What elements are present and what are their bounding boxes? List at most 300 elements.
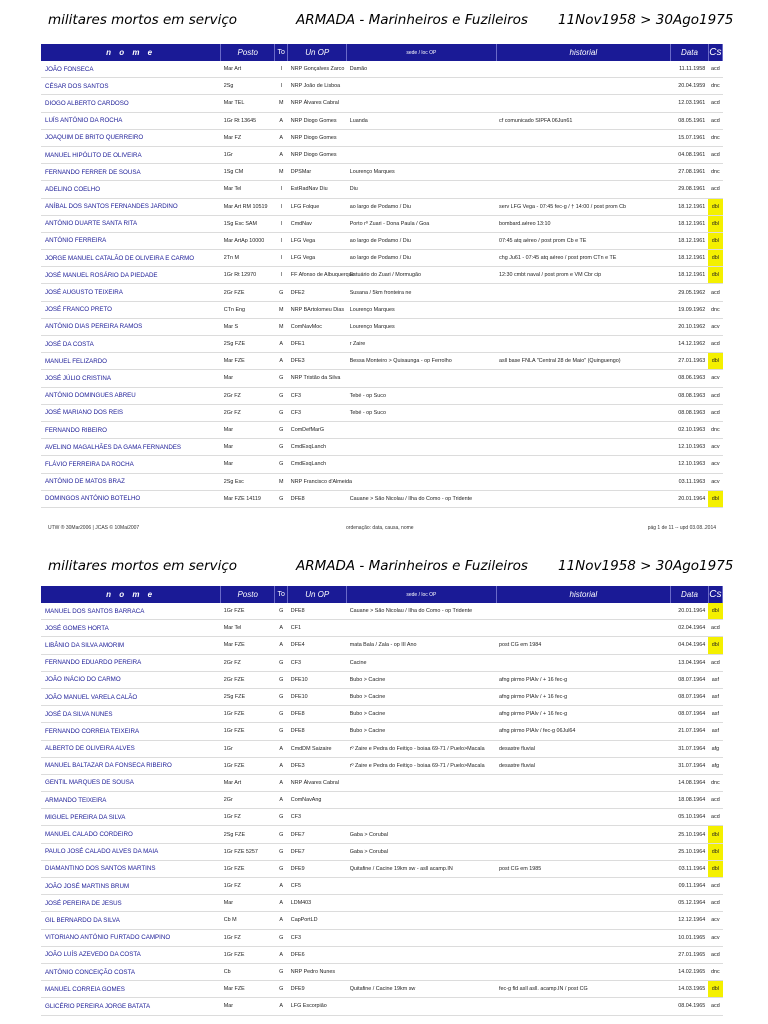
cell-sede — [347, 929, 496, 946]
cell-cs: acv — [708, 439, 722, 456]
cell-nome: ANTÓNIO FERREIRA — [41, 232, 221, 249]
cell-sede: Tebé - op Suco — [347, 404, 496, 421]
cell-to: G — [275, 284, 288, 301]
cell-to: A — [275, 637, 288, 654]
cell-cs: acd — [708, 878, 722, 895]
cell-cs: dnc — [708, 164, 722, 181]
cell-sede: mata Bala / Zala - op III Ano — [347, 637, 496, 654]
cell-unop: NRP BArtolomeu Dias — [288, 301, 347, 318]
cell-nome: GIL BERNARDO DA SILVA — [41, 912, 221, 929]
cell-posto: 1Gr — [221, 146, 275, 163]
table-row — [41, 164, 723, 181]
cell-historial — [496, 421, 671, 438]
cell-posto: Mar Art — [221, 61, 275, 78]
cell-data: 31.07.1964 — [671, 740, 709, 757]
cell-data: 20.04.1959 — [671, 78, 709, 95]
cell-unop: CF3 — [288, 929, 347, 946]
table-row — [41, 250, 723, 267]
cell-sede — [347, 456, 496, 473]
cell-unop: CF3 — [288, 809, 347, 826]
cell-sede: Bubo > Cacine — [347, 706, 496, 723]
cell-data: 10.01.1965 — [671, 929, 709, 946]
cell-data: 03.11.1964 — [671, 860, 709, 877]
cell-data: 31.07.1964 — [671, 757, 709, 774]
cell-data: 12.03.1961 — [671, 95, 709, 112]
cell-unop: LFG Vega — [288, 250, 347, 267]
header-sede: sede / loc OP — [347, 586, 496, 603]
header-to: To — [275, 44, 288, 61]
cell-to: G — [275, 843, 288, 860]
cell-to: A — [275, 895, 288, 912]
cell-historial — [496, 654, 671, 671]
table-row — [41, 929, 723, 946]
cell-unop: CF5 — [288, 878, 347, 895]
footer-right: pág 1 de 11 -- upd 03.08..2014 — [647, 525, 716, 531]
cell-nome: ANTÓNIO CONCEIÇÃO COSTA — [41, 963, 221, 980]
cell-historial — [496, 318, 671, 335]
cell-cs: afg — [708, 740, 722, 757]
cell-nome: DOMINGOS ANTÓNIO BOTELHO — [41, 490, 221, 507]
cell-sede: Estuário do Zuari / Mormugão — [347, 267, 496, 284]
cell-nome: JOSÉ GOMES HORTA — [41, 620, 221, 637]
cell-posto: 1Gr FZE — [221, 603, 275, 620]
cell-posto: Mar — [221, 998, 275, 1015]
cell-sede — [347, 370, 496, 387]
table-row — [41, 421, 723, 438]
cell-sede — [347, 946, 496, 963]
table-row — [41, 774, 723, 791]
cell-to: M — [275, 95, 288, 112]
cell-sede: Tebé - op Suco — [347, 387, 496, 404]
cell-to: I — [275, 232, 288, 249]
cell-posto: Mar — [221, 895, 275, 912]
cell-unop: DFE8 — [288, 603, 347, 620]
cell-nome: MANUEL CALADO CORDEIRO — [41, 826, 221, 843]
cell-nome: JOÃO MANUEL VARELA CALÃO — [41, 688, 221, 705]
cell-nome: FERNANDO CORREIA TEIXEIRA — [41, 723, 221, 740]
cell-data: 18.12.1961 — [671, 250, 709, 267]
cell-to: A — [275, 112, 288, 129]
cell-cs: dbl — [708, 637, 722, 654]
cell-posto: 1Gr FZE — [221, 860, 275, 877]
cell-unop: ComDefMarG — [288, 421, 347, 438]
cell-nome: FERNANDO FERRER DE SOUSA — [41, 164, 221, 181]
cell-cs: dnc — [708, 129, 722, 146]
table-row — [41, 198, 723, 215]
cell-unop: NRP João de Lisboa — [288, 78, 347, 95]
cell-data: 18.12.1961 — [671, 215, 709, 232]
cell-sede: Gaba > Corubal — [347, 826, 496, 843]
cell-unop: CF3 — [288, 387, 347, 404]
cell-historial — [496, 61, 671, 78]
table-row — [41, 603, 723, 620]
cell-data: 20.01.1964 — [671, 603, 709, 620]
cell-to: I — [275, 61, 288, 78]
table-row — [41, 456, 723, 473]
cell-posto: 1Gr Rt 13645 — [221, 112, 275, 129]
cell-cs: acv — [708, 912, 722, 929]
cell-sede: Porto rº Zuari - Dona Paula / Goa — [347, 215, 496, 232]
header-data: Data — [671, 586, 709, 603]
cell-unop: NRP Álvares Cabral — [288, 95, 347, 112]
document-page-2 — [0, 548, 768, 1024]
cell-historial — [496, 843, 671, 860]
table-body — [41, 61, 723, 507]
cell-sede: Cauane > São Nicolau / Ilha do Como - op Tridente — [347, 603, 496, 620]
cell-posto: Mar FZE — [221, 981, 275, 998]
table-row — [41, 654, 723, 671]
table-row — [41, 215, 723, 232]
cell-to: G — [275, 456, 288, 473]
title-right: 11Nov1958 > 30Ago1975 — [558, 12, 734, 28]
cell-posto: 2Sg Esc — [221, 473, 275, 490]
footer-middle: ordenação: data, causa, nome — [346, 525, 414, 531]
cell-posto: 1Gr FZ — [221, 878, 275, 895]
cell-nome: VITORIANO ANTÓNIO FURTADO CAMPINO — [41, 929, 221, 946]
header-nome: n o m e — [41, 44, 221, 61]
cell-cs: dbl — [708, 267, 722, 284]
cell-historial — [496, 620, 671, 637]
cell-unop: DFE10 — [288, 671, 347, 688]
header-row — [41, 44, 723, 61]
cell-data: 14.03.1965 — [671, 981, 709, 998]
cell-historial — [496, 284, 671, 301]
cell-nome: DIAMANTINO DOS SANTOS MARTINS — [41, 860, 221, 877]
cell-to: I — [275, 267, 288, 284]
cell-historial — [496, 370, 671, 387]
cell-to: I — [275, 215, 288, 232]
cell-posto: 1Gr — [221, 740, 275, 757]
cell-to: I — [275, 78, 288, 95]
cell-data: 27.01.1965 — [671, 946, 709, 963]
cell-posto: 1Gr FZE — [221, 723, 275, 740]
cell-to: A — [275, 146, 288, 163]
header-posto: Posto — [221, 586, 275, 603]
cell-cs: dnc — [708, 301, 722, 318]
cell-to: G — [275, 603, 288, 620]
header-unop: Un OP — [288, 586, 347, 603]
cell-cs: acd — [708, 61, 722, 78]
cell-to: A — [275, 998, 288, 1015]
cell-sede: Quitafine / Cacine 19km sw - asll acamp.IN — [347, 860, 496, 877]
cell-nome: AVELINO MAGALHÃES DA GAMA FERNANDES — [41, 439, 221, 456]
cell-historial: afng pirmo PIAlv / + 16 fec-g — [496, 671, 671, 688]
table-row — [41, 826, 723, 843]
cell-nome: CÉSAR DOS SANTOS — [41, 78, 221, 95]
cell-nome: JOÃO FONSECA — [41, 61, 221, 78]
cell-posto: 2Sg FZE — [221, 826, 275, 843]
table-row — [41, 637, 723, 654]
cell-sede — [347, 439, 496, 456]
table-row — [41, 723, 723, 740]
cell-sede: Cauane > São Nicolau / Ilha do Como - op Tridente — [347, 490, 496, 507]
cell-data: 05.12.1964 — [671, 895, 709, 912]
cell-to: A — [275, 129, 288, 146]
table-row — [41, 353, 723, 370]
cell-unop: CF1 — [288, 620, 347, 637]
cell-posto: 2Sg — [221, 78, 275, 95]
table-row — [41, 387, 723, 404]
cell-historial: asll base FNLA "Central 28 de Maio" (Quinguengo) — [496, 353, 671, 370]
cell-historial: cf comunicado SIPFA 06Jun61 — [496, 112, 671, 129]
cell-posto: Mar FZE — [221, 353, 275, 370]
cell-to: G — [275, 370, 288, 387]
cell-data: 14.12.1962 — [671, 336, 709, 353]
cell-to: A — [275, 757, 288, 774]
table-row — [41, 284, 723, 301]
cell-sede — [347, 146, 496, 163]
table-row — [41, 912, 723, 929]
table-row — [41, 473, 723, 490]
cell-posto: Mar — [221, 370, 275, 387]
cell-data: 02.04.1964 — [671, 620, 709, 637]
cell-cs: acd — [708, 654, 722, 671]
cell-sede: Bubo > Cacine — [347, 723, 496, 740]
cell-to: M — [275, 473, 288, 490]
title-left: militares mortos em serviço — [48, 558, 238, 574]
cell-historial — [496, 336, 671, 353]
cell-unop: NRP Gonçalves Zarco — [288, 61, 347, 78]
cell-nome: MANUEL BALTAZAR DA FONSECA RIBEIRO — [41, 757, 221, 774]
cell-historial — [496, 946, 671, 963]
cell-nome: MANUEL HIPÓLITO DE OLIVEIRA — [41, 146, 221, 163]
cell-to: G — [275, 706, 288, 723]
cell-posto: 1Gr FZ — [221, 929, 275, 946]
cell-to: G — [275, 421, 288, 438]
cell-nome: JOÃO JOSÉ MARTINS BRUM — [41, 878, 221, 895]
cell-cs: acd — [708, 946, 722, 963]
cell-posto: 1Gr FZE 5257 — [221, 843, 275, 860]
cell-data: 11.11.1958 — [671, 61, 709, 78]
cell-posto: 1Gr Rt 12970 — [221, 267, 275, 284]
cell-cs: acd — [708, 792, 722, 809]
cell-data: 20.10.1962 — [671, 318, 709, 335]
cell-cs: acv — [708, 473, 722, 490]
cell-posto: Mar — [221, 456, 275, 473]
cell-unop: NRP Diogo Gomes — [288, 146, 347, 163]
cell-cs: dnc — [708, 963, 722, 980]
cell-sede: rº Zaire e Pedra do Feitiço - boiaa 69-71 / Puelo>Macala — [347, 757, 496, 774]
cell-to: A — [275, 912, 288, 929]
cell-posto: 2Gr FZ — [221, 404, 275, 421]
cell-posto: Mar Art RM 10519 — [221, 198, 275, 215]
table-body — [41, 603, 723, 1015]
cell-unop: DPSMar — [288, 164, 347, 181]
cell-to: G — [275, 688, 288, 705]
cell-sede — [347, 895, 496, 912]
cell-data: 08.05.1961 — [671, 112, 709, 129]
cell-unop: NRP Pedro Nunes — [288, 963, 347, 980]
cell-unop: DFE2 — [288, 284, 347, 301]
cell-posto: 2Sg FZE — [221, 336, 275, 353]
cell-cs: acd — [708, 284, 722, 301]
cell-nome: ANÍBAL DOS SANTOS FERNANDES JARDINO — [41, 198, 221, 215]
cell-to: A — [275, 878, 288, 895]
cell-sede: Susana / 5km fronteira ne — [347, 284, 496, 301]
cell-data: 03.11.1963 — [671, 473, 709, 490]
header-historial: historial — [496, 586, 671, 603]
cell-sede: ao largo de Podamo / Diu — [347, 198, 496, 215]
cell-posto: Mar S — [221, 318, 275, 335]
cell-data: 25.10.1964 — [671, 826, 709, 843]
cell-cs: dbl — [708, 250, 722, 267]
cell-nome: FERNANDO RIBEIRO — [41, 421, 221, 438]
cell-nome: JOÃO INÁCIO DO CARMO — [41, 671, 221, 688]
cell-sede: Gaba > Corubal — [347, 843, 496, 860]
header-posto: Posto — [221, 44, 275, 61]
cell-data: 18.12.1961 — [671, 267, 709, 284]
cell-cs: asf — [708, 706, 722, 723]
cell-sede — [347, 95, 496, 112]
cell-sede — [347, 963, 496, 980]
cell-historial: post CG em 1984 — [496, 637, 671, 654]
cell-cs: dbl — [708, 981, 722, 998]
cell-historial: desastre fluvial — [496, 757, 671, 774]
cell-to: A — [275, 620, 288, 637]
cell-to: G — [275, 860, 288, 877]
cell-historial — [496, 146, 671, 163]
title-middle: ARMADA - Marinheiros e Fuzileiros — [296, 12, 528, 28]
cell-sede — [347, 129, 496, 146]
table-row — [41, 981, 723, 998]
cell-data: 04.04.1964 — [671, 637, 709, 654]
cell-to: G — [275, 723, 288, 740]
cell-to: G — [275, 929, 288, 946]
cell-posto: Cb M — [221, 912, 275, 929]
cell-posto: Cb — [221, 963, 275, 980]
cell-nome: JOSÉ MANUEL ROSÁRIO DA PIEDADE — [41, 267, 221, 284]
cell-unop: NRP Francisco d'Almeida — [288, 473, 347, 490]
cell-data: 25.10.1964 — [671, 843, 709, 860]
table-row — [41, 439, 723, 456]
cell-to: G — [275, 963, 288, 980]
cell-to: I — [275, 181, 288, 198]
cell-data: 08.08.1963 — [671, 387, 709, 404]
cell-unop: DFE4 — [288, 637, 347, 654]
cell-data: 12.10.1963 — [671, 456, 709, 473]
table-row — [41, 757, 723, 774]
cell-sede — [347, 912, 496, 929]
footer-left: UTW ® 30Mar2006 | JCAS © 10Mai2007 — [48, 525, 140, 531]
cell-posto: 2Sg FZE — [221, 688, 275, 705]
cell-nome: GENTIL MARQUES DE SOUSA — [41, 774, 221, 791]
cell-posto: CTn Eng — [221, 301, 275, 318]
cell-historial — [496, 963, 671, 980]
cell-nome: ANTÓNIO DE MATOS BRAZ — [41, 473, 221, 490]
cell-nome: MANUEL DOS SANTOS BARRACA — [41, 603, 221, 620]
cell-cs: dbl — [708, 215, 722, 232]
cell-historial — [496, 181, 671, 198]
table-row — [41, 809, 723, 826]
cell-data: 19.09.1962 — [671, 301, 709, 318]
cell-historial — [496, 809, 671, 826]
cell-unop: CmdEsqLanch — [288, 439, 347, 456]
cell-sede — [347, 620, 496, 637]
cell-unop: DFE8 — [288, 723, 347, 740]
cell-unop: NRP Tristão da Silva — [288, 370, 347, 387]
cell-cs: dbl — [708, 490, 722, 507]
cell-sede — [347, 809, 496, 826]
cell-posto: 1Gr FZ — [221, 809, 275, 826]
cell-unop: DFE3 — [288, 757, 347, 774]
cell-nome: JORGE MANUEL CATALÃO DE OLIVEIRA E CARMO — [41, 250, 221, 267]
cell-unop: EstRadNav Diu — [288, 181, 347, 198]
table-row — [41, 301, 723, 318]
cell-to: I — [275, 198, 288, 215]
cell-nome: PAULO JOSÉ CALADO ALVES DA MAIA — [41, 843, 221, 860]
cell-data: 12.12.1964 — [671, 912, 709, 929]
table-row — [41, 78, 723, 95]
cell-data: 14.02.1965 — [671, 963, 709, 980]
table-row — [41, 963, 723, 980]
cell-unop: DFE7 — [288, 826, 347, 843]
cell-cs: acd — [708, 620, 722, 637]
cell-cs: acd — [708, 809, 722, 826]
cell-historial: 12:30 cmbt naval / post prom e VM Cbr cip — [496, 267, 671, 284]
cell-unop: FF Afonso de Albuquerque — [288, 267, 347, 284]
cell-unop: DFE9 — [288, 981, 347, 998]
table-row — [41, 706, 723, 723]
cell-historial — [496, 301, 671, 318]
title-middle: ARMADA - Marinheiros e Fuzileiros — [296, 558, 528, 574]
cell-unop: CF3 — [288, 654, 347, 671]
title-right: 11Nov1958 > 30Ago1975 — [558, 558, 734, 574]
cell-nome: ALBERTO DE OLIVEIRA ALVES — [41, 740, 221, 757]
cell-unop: CF3 — [288, 404, 347, 421]
table-row — [41, 181, 723, 198]
cell-cs: acd — [708, 895, 722, 912]
table-row — [41, 843, 723, 860]
cell-cs: acd — [708, 336, 722, 353]
header-row — [41, 586, 723, 603]
cell-historial: chg Ju61 - 07:45 atq aéreo / post prom CTn e TE — [496, 250, 671, 267]
cell-historial — [496, 878, 671, 895]
cell-data: 02.10.1963 — [671, 421, 709, 438]
cell-nome: FERNANDO EDUARDO PEREIRA — [41, 654, 221, 671]
cell-historial — [496, 473, 671, 490]
cell-sede: Diu — [347, 181, 496, 198]
table-row — [41, 370, 723, 387]
header-cs: Cs — [708, 586, 722, 603]
cell-posto: 1Sg Esc SAM — [221, 215, 275, 232]
cell-historial — [496, 404, 671, 421]
cell-nome: GLICÉRIO PEREIRA JORGE BATATA — [41, 998, 221, 1015]
cell-cs: dbl — [708, 860, 722, 877]
cell-nome: JOAQUIM DE BRITO QUERREIRO — [41, 129, 221, 146]
cell-data: 18.12.1961 — [671, 198, 709, 215]
cell-nome: ARMANDO TEIXEIRA — [41, 792, 221, 809]
cell-cs: asf — [708, 671, 722, 688]
cell-historial — [496, 439, 671, 456]
cell-data: 08.07.1964 — [671, 706, 709, 723]
cell-to: G — [275, 439, 288, 456]
table-row — [41, 267, 723, 284]
cell-posto: 2Gr FZE — [221, 284, 275, 301]
header-cs: Cs — [708, 44, 722, 61]
cell-to: G — [275, 809, 288, 826]
cell-historial — [496, 387, 671, 404]
table-row — [41, 946, 723, 963]
table-row — [41, 792, 723, 809]
cell-sede: ao largo de Podamo / Diu — [347, 250, 496, 267]
cell-data: 09.11.1964 — [671, 878, 709, 895]
cell-historial — [496, 490, 671, 507]
cell-sede: Cacine — [347, 654, 496, 671]
cell-sede: Luanda — [347, 112, 496, 129]
cell-nome: LUÍS ANTÓNIO DA ROCHA — [41, 112, 221, 129]
cell-historial — [496, 603, 671, 620]
table-row — [41, 620, 723, 637]
